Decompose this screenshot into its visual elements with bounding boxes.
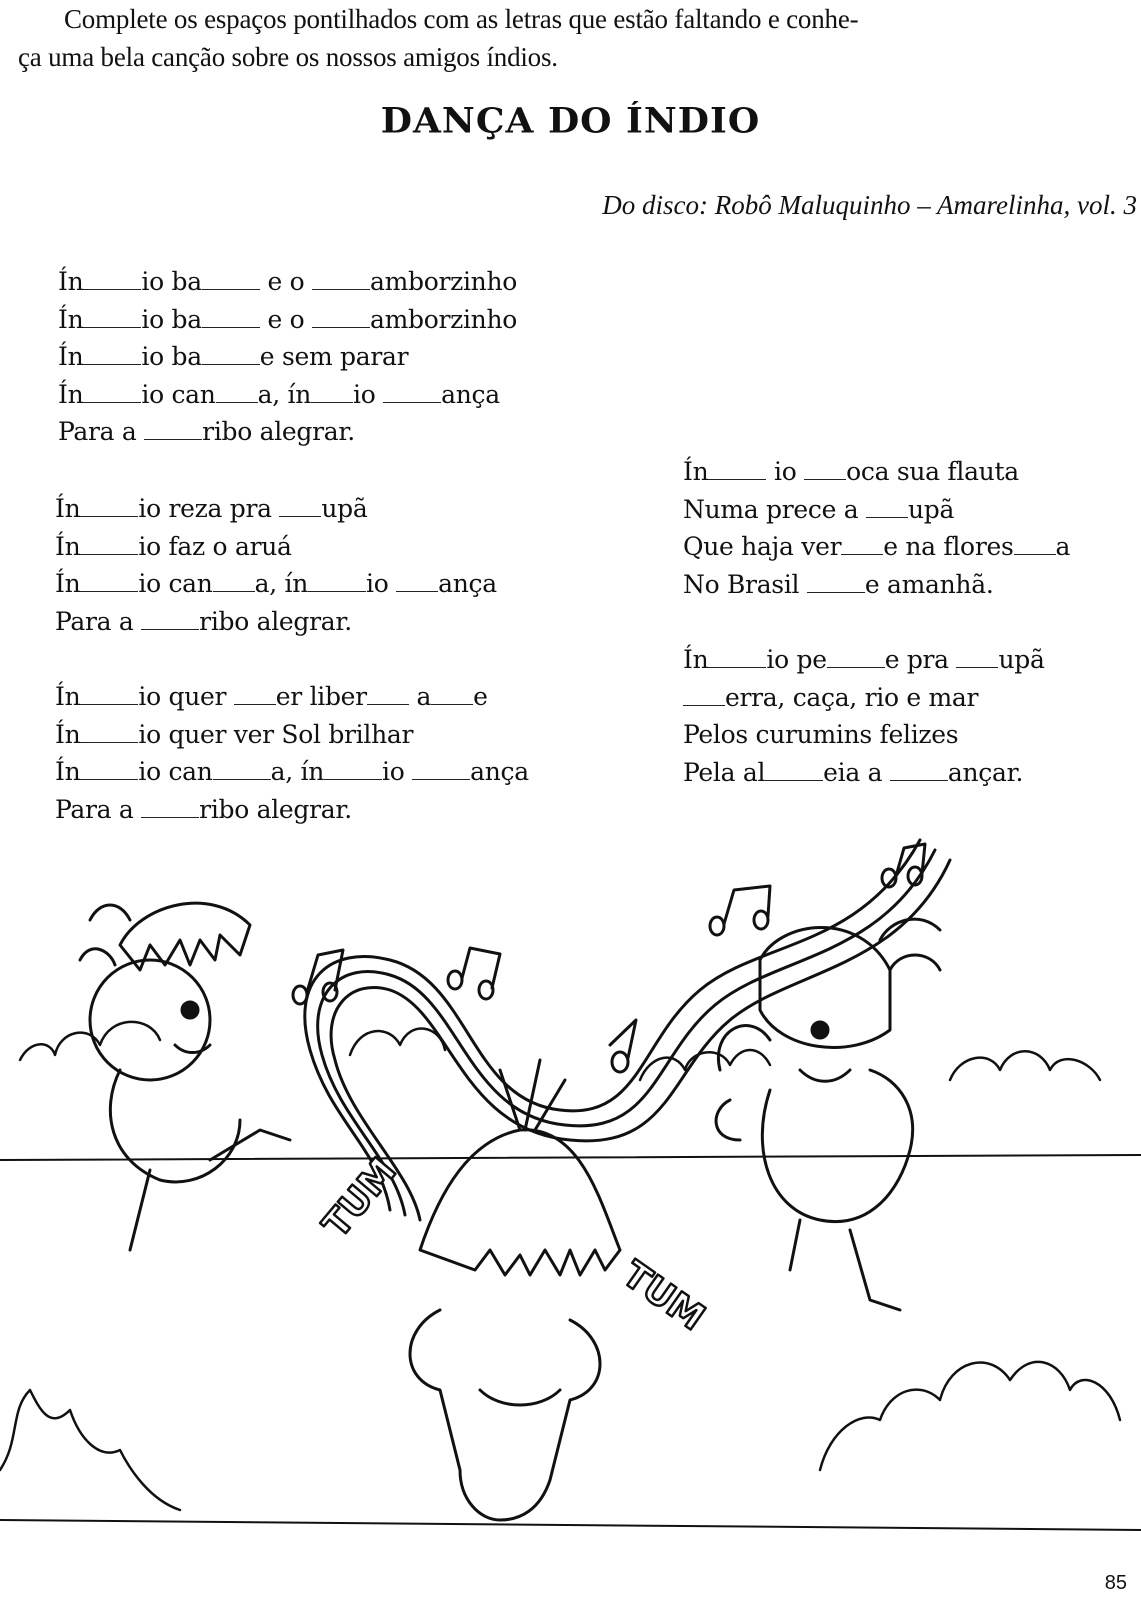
lyric-text: ança [438,569,497,599]
lyric-line [683,528,1070,566]
lyric-line [58,263,517,301]
lyric-text: er liber [275,682,367,711]
lyric-text: oca sua flauta [846,457,1019,486]
lyric-text: Ín [55,494,81,523]
lyric-text: erra, caça, rio e mar [725,682,979,712]
fill-in-blank[interactable] [807,572,865,593]
lyric-text: io quer ver Sol brilhar [138,719,414,749]
fill-in-blank[interactable] [80,759,138,780]
fill-in-blank[interactable] [383,382,441,403]
lyric-text: io pe [766,645,827,674]
fill-in-blank[interactable] [311,382,353,403]
lyric-line [683,566,1070,604]
fill-in-blank[interactable] [216,382,258,403]
lyric-text: a [1055,532,1071,562]
lyric-line [683,679,1045,717]
lyric-text: io ba [141,267,202,296]
fill-in-blank[interactable] [890,760,948,781]
lyric-line [683,453,1070,491]
svg-text:TUM: TUM [315,1150,405,1246]
lyric-text: Para a [58,417,145,447]
sound-word-left [315,1151,404,1246]
fill-in-blank[interactable] [141,609,199,630]
lyric-text: a, ín [270,757,324,787]
lyric-text: Ín [58,267,84,296]
lyric-text: io reza pra [138,494,280,523]
stanza-1 [58,263,517,451]
fill-in-blank[interactable] [367,684,409,705]
fill-in-blank[interactable] [234,684,276,705]
lyric-line [683,754,1045,792]
lyric-text: io can [141,379,216,409]
lyric-text: Ín [55,757,81,787]
fill-in-blank[interactable] [683,685,725,706]
lyric-line [683,491,1070,529]
stanza-2 [55,490,497,640]
lyric-line [55,565,497,603]
fill-in-blank[interactable] [144,419,202,440]
fill-in-blank[interactable] [312,307,370,328]
lyric-text: ança [441,379,500,409]
fill-in-blank[interactable] [431,684,473,705]
instructions-line-2: ça uma bela canção sobre os nossos amigos índios. [18,42,558,72]
fill-in-blank[interactable] [80,684,138,705]
fill-in-blank[interactable] [1014,534,1056,555]
fill-in-blank[interactable] [213,759,271,780]
lyric-text: Ín [58,379,84,409]
lyric-text: Para a [55,606,142,636]
stanza-5 [683,641,1045,791]
lyric-text: io ba [141,304,202,334]
fill-in-blank[interactable] [213,571,255,592]
instructions-text-1: Complete os espaços pontilhados com as letras que estão faltando e conhe- [64,4,859,34]
svg-text:TUM: TUM [614,1253,712,1339]
lyric-text: e o [259,304,312,334]
lyric-text: upã [907,494,955,524]
lyric-text: e [473,682,488,711]
lyric-text: Que haja ver [683,532,842,562]
fill-in-blank[interactable] [80,722,138,743]
fill-in-blank[interactable] [141,797,199,818]
lyric-text: e o [259,267,312,296]
lyric-line [683,641,1045,679]
fill-in-blank[interactable] [396,571,438,592]
child-right-icon [716,919,940,1310]
fill-in-blank[interactable] [202,307,260,328]
fill-in-blank[interactable] [827,647,885,668]
lyric-text: amborzinho [369,304,518,334]
fill-in-blank[interactable] [83,344,141,365]
lyric-line [55,678,529,716]
lyric-text: ribo alegrar. [199,794,352,824]
lyric-text: ribo alegrar. [202,417,355,447]
fill-in-blank[interactable] [866,497,908,518]
lyric-line [683,716,1045,754]
fill-in-blank[interactable] [308,571,366,592]
music-staff-icon [293,840,950,1220]
lyric-line [55,716,529,754]
fill-in-blank[interactable] [83,269,141,290]
child-center-icon [410,1060,620,1520]
lyric-text: upã [321,494,368,523]
lyric-line [55,603,497,641]
lyric-text: io [366,569,397,599]
lyric-text: Ín [58,304,84,334]
song-title: DANÇA DO ÍNDIO [380,101,761,141]
sound-word-right [615,1254,712,1339]
bushes-icon [0,1022,1141,1530]
instructions-line-1 [18,0,1138,38]
lyric-line [58,413,517,451]
fill-in-blank[interactable] [708,459,766,480]
song-source: Do disco: Robô Maluquinho – Amarelinha, vol. 3 [602,190,1137,220]
fill-in-blank[interactable] [708,647,766,668]
fill-in-blank[interactable] [83,307,141,328]
lyric-text: No Brasil [683,569,807,599]
lyric-text: amborzinho [369,267,518,296]
lyric-text: ança [470,757,529,787]
lyric-text: Para a [55,794,142,824]
lyric-text: Numa prece a [683,494,866,524]
fill-in-blank[interactable] [312,269,370,290]
lyric-line [58,338,517,376]
fill-in-blank[interactable] [324,759,382,780]
lyric-text: a, ín [257,379,311,409]
fill-in-blank[interactable] [804,459,846,480]
lyric-text: ribo alegrar. [199,606,352,636]
lyric-line [55,791,529,829]
lyric-line [58,376,517,414]
fill-in-blank[interactable] [80,534,138,555]
lyric-text: ançar. [947,757,1024,787]
lyric-text: Ín [55,682,81,711]
lyric-text: Ín [55,531,81,561]
fill-in-blank[interactable] [956,647,998,668]
lyric-text: a, ín [254,569,308,599]
child-left-icon [80,903,290,1250]
fill-in-blank[interactable] [279,496,321,517]
lyric-text: upã [998,645,1045,674]
lyric-text: a [408,682,432,711]
lyric-text: e na flores [883,532,1014,562]
lyric-text: io can [138,569,213,599]
fill-in-blank[interactable] [83,382,141,403]
lyric-line [55,753,529,791]
fill-in-blank[interactable] [412,759,470,780]
lyric-text: Ín [58,342,84,372]
fill-in-blank[interactable] [80,496,138,517]
fill-in-blank[interactable] [765,760,823,781]
fill-in-blank[interactable] [80,571,138,592]
lyric-text: io [353,379,384,409]
lyric-text: e amanhã. [864,569,994,599]
lyric-text: io [766,457,805,486]
dancing-children-illustration [0,830,1141,1550]
lyric-text: e pra [884,645,957,674]
lyric-text: Pelos curumins felizes [683,720,959,750]
page-number: 85 [1104,1572,1127,1594]
stanza-3 [55,678,529,828]
lyric-line [55,528,497,566]
lyric-line [58,301,517,339]
stanza-4 [683,453,1070,603]
lyric-text: io [382,757,413,787]
lyric-text: io quer [138,682,234,711]
lyric-text: e sem parar [259,342,409,372]
instructions [18,0,1138,76]
lyric-text: io ba [141,342,202,372]
lyric-text: io can [138,757,213,787]
fill-in-blank[interactable] [202,269,260,290]
lyric-text: Ín [683,457,709,486]
lyric-text: Ín [683,645,709,674]
lyric-text: Ín [55,569,81,599]
lyric-text: Ín [55,719,81,749]
fill-in-blank[interactable] [202,344,260,365]
lyric-text: io faz o aruá [138,531,292,561]
fill-in-blank[interactable] [841,534,883,555]
lyric-line [55,490,497,528]
lyric-text: eia a [823,757,890,787]
lyric-text: Pela al [683,757,766,787]
